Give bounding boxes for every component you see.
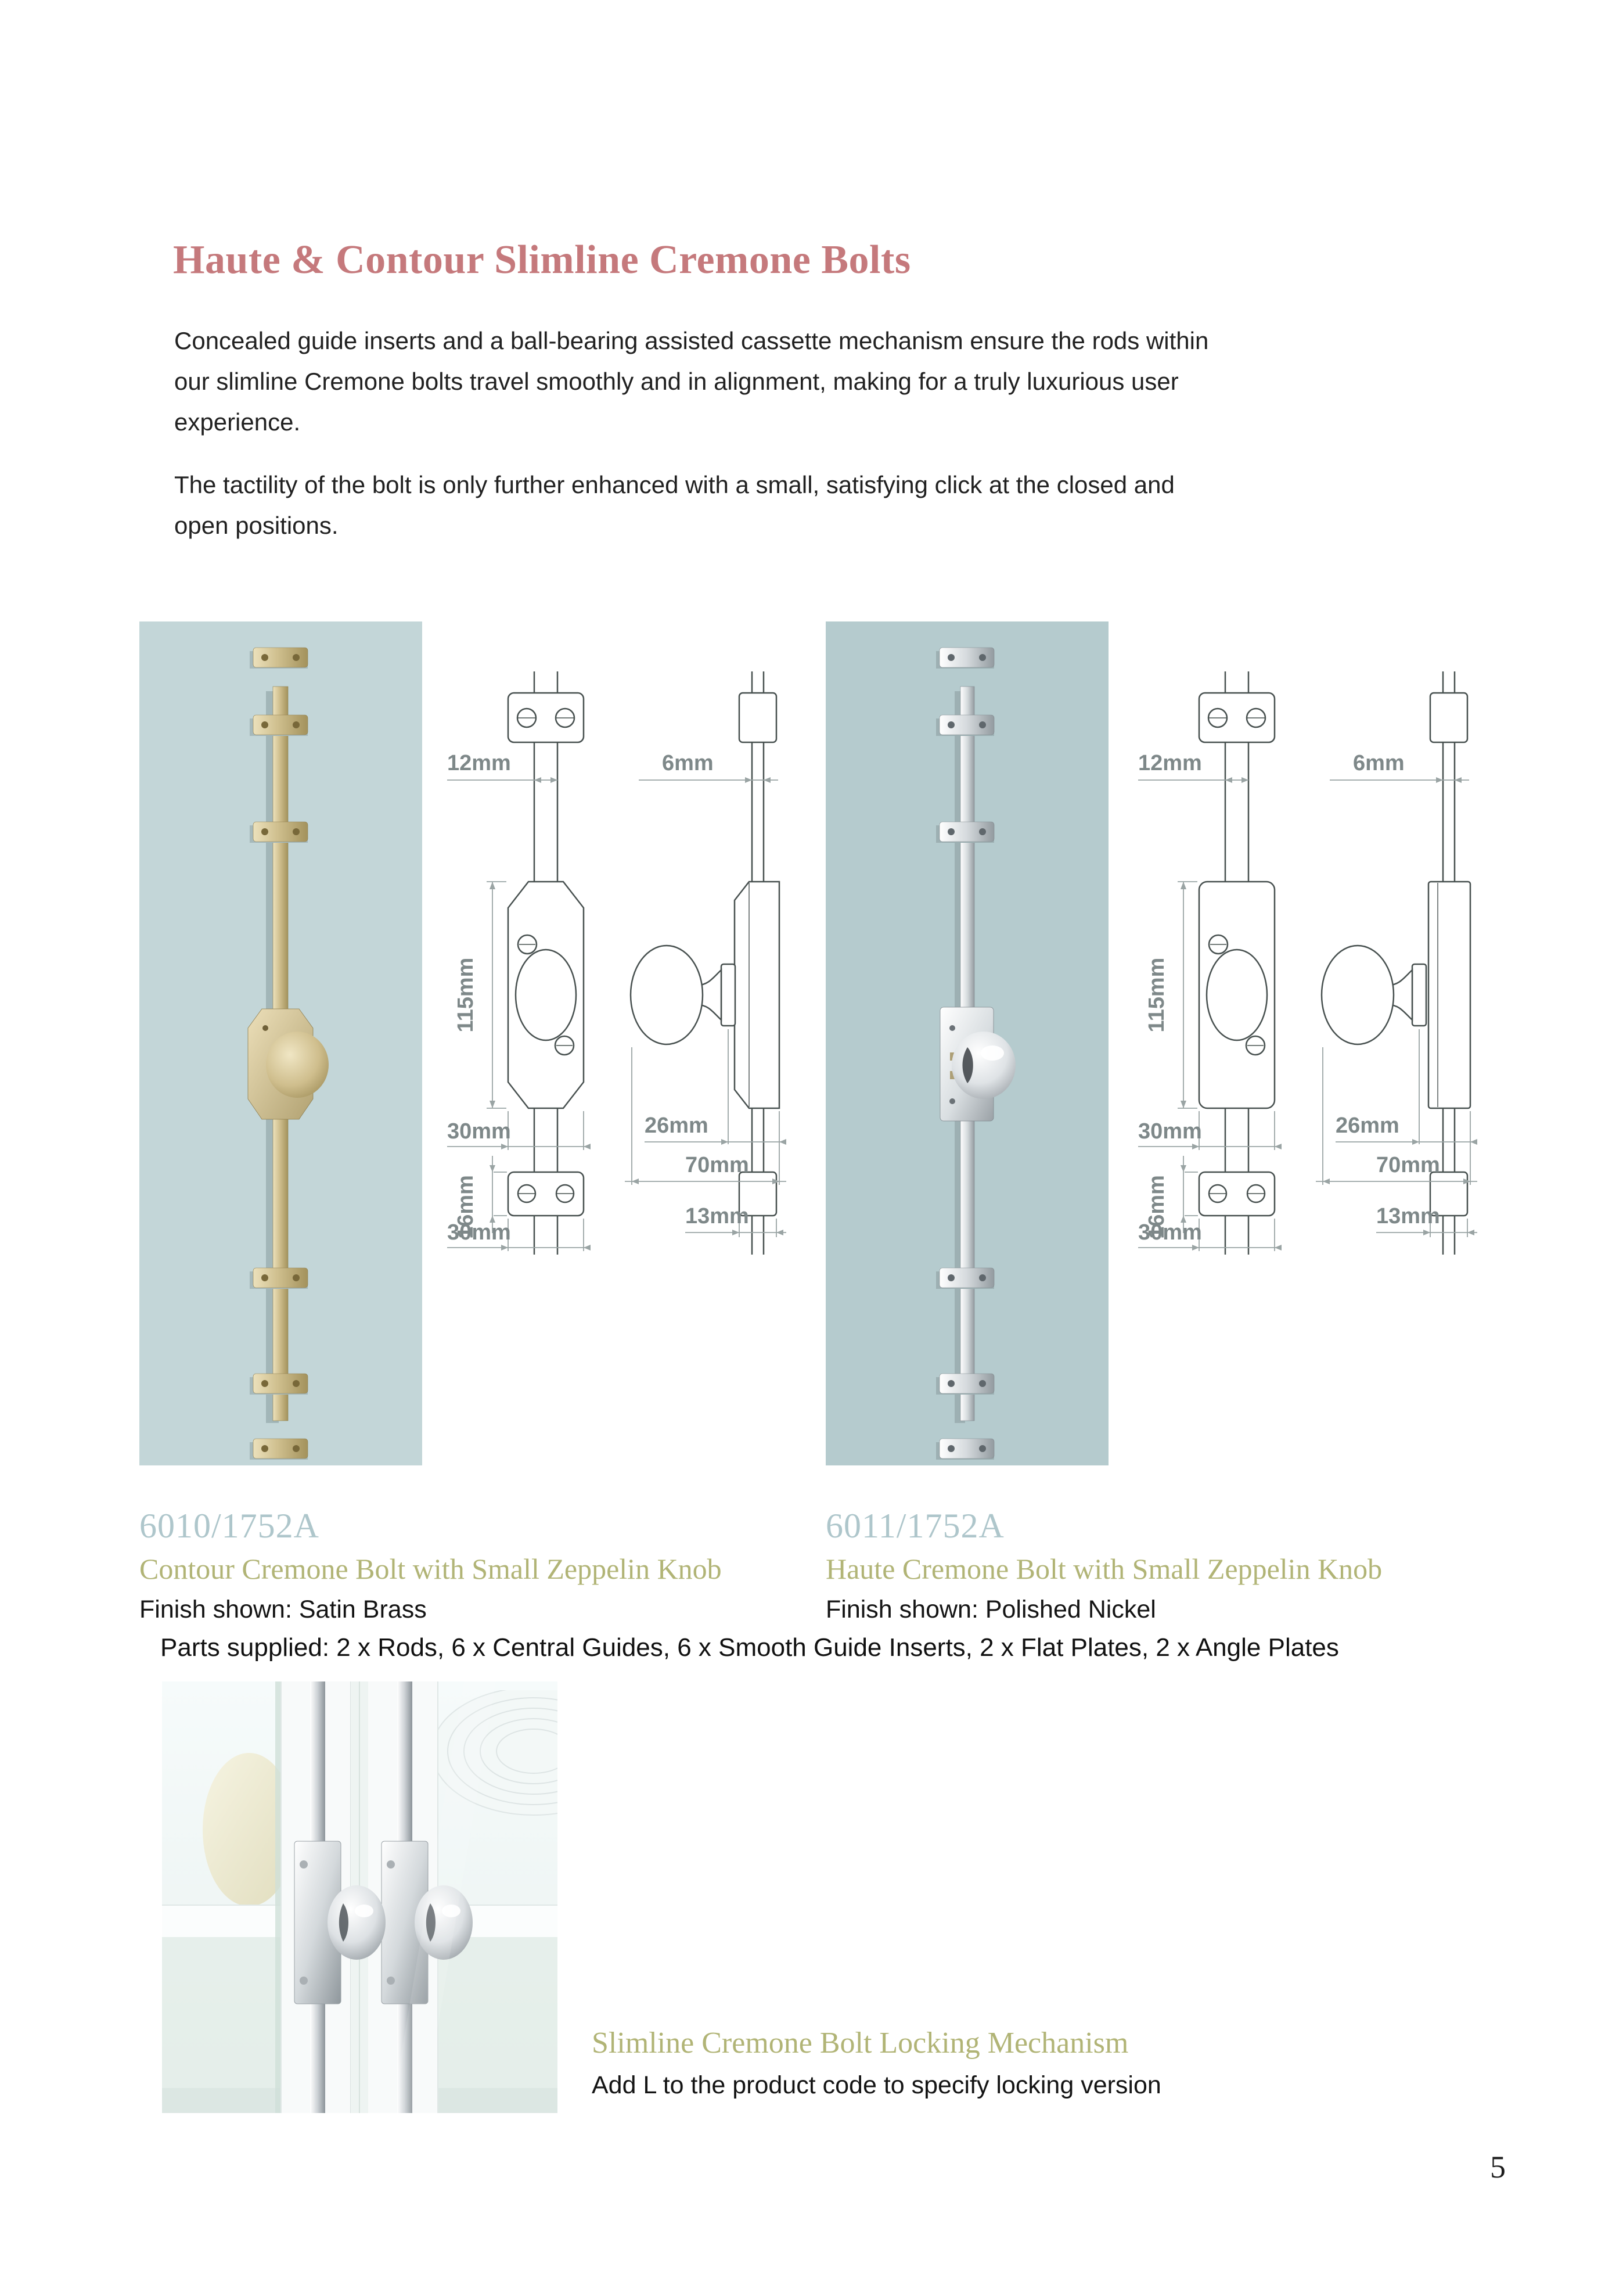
- product-photo-polished-nickel: [826, 621, 1109, 1465]
- locking-mechanism-photo: [162, 1681, 557, 2113]
- dim-label-rod-depth: 6mm: [662, 751, 714, 775]
- dim-label-guide-width: 30mm: [447, 1220, 511, 1245]
- dim-label-guide-height-2: 16mm: [1145, 1175, 1169, 1239]
- parts-supplied-note: Parts supplied: 2 x Rods, 6 x Central Guides, 6 x Smooth Guide Inserts, 2 x Flat Plates, 2 x Angle Plates: [160, 1633, 1339, 1662]
- locking-mechanism-title: Slimline Cremone Bolt Locking Mechanism: [592, 2026, 1129, 2060]
- technical-drawing-haute: [1127, 667, 1510, 1259]
- dim-label-plate-depth-2: 26mm: [1336, 1113, 1399, 1138]
- dim-label-rod-depth-2: 6mm: [1353, 751, 1405, 775]
- product-caption-contour: [139, 1505, 836, 1625]
- dim-label-guide-height: 16mm: [454, 1175, 478, 1239]
- product-finish: Finish shown: Polished Nickel: [826, 1596, 1156, 1623]
- dim-label-plate-height-2: 115mm: [1145, 957, 1169, 1033]
- product-name: Contour Cremone Bolt with Small Zeppelin Knob: [139, 1553, 722, 1585]
- locking-mechanism-caption: [592, 2026, 1405, 2100]
- intro-paragraph-1: Concealed guide inserts and a ball-bearing assisted cassette mechanism ensure the rods within our slimline Cremone bolts travel smoothly and in alignment, making for a truly luxurious user experience.: [174, 327, 1209, 436]
- page-number: 5: [1490, 2150, 1506, 2184]
- product-caption-haute: [826, 1505, 1523, 1625]
- dim-label-guide-depth-2: 13mm: [1376, 1204, 1440, 1228]
- product-photo-satin-brass: [139, 621, 422, 1465]
- dim-label-plate-width: 30mm: [447, 1119, 511, 1144]
- dim-label-rod-width-2: 12mm: [1138, 751, 1202, 775]
- dim-label-rod-width: 12mm: [447, 751, 511, 775]
- dim-label-guide-width-2: 30mm: [1138, 1220, 1202, 1245]
- technical-drawing-contour: [436, 667, 819, 1259]
- zeppelin-knob-brass: [266, 1032, 329, 1098]
- dim-label-total-projection: 70mm: [685, 1153, 749, 1177]
- intro-paragraph-2: The tactility of the bolt is only further enhanced with a small, satisfying click at the closed and open positions.: [174, 471, 1175, 539]
- product-code: 6010/1752A: [139, 1507, 319, 1545]
- page-title: Haute & Contour Slimline Cremone Bolts: [173, 238, 911, 282]
- product-name: Haute Cremone Bolt with Small Zeppelin Knob: [826, 1553, 1383, 1585]
- dim-label-guide-depth: 13mm: [685, 1204, 749, 1228]
- locking-mechanism-note: Add L to the product code to specify locking version: [592, 2071, 1161, 2099]
- dim-label-total-projection-2: 70mm: [1376, 1153, 1440, 1177]
- product-code: 6011/1752A: [826, 1507, 1005, 1545]
- zeppelin-knob-nickel: [952, 1032, 1016, 1099]
- dim-label-plate-height: 115mm: [454, 957, 478, 1033]
- product-finish: Finish shown: Satin Brass: [139, 1596, 427, 1623]
- dim-label-plate-depth: 26mm: [645, 1113, 708, 1138]
- dim-label-plate-width-2: 30mm: [1138, 1119, 1202, 1144]
